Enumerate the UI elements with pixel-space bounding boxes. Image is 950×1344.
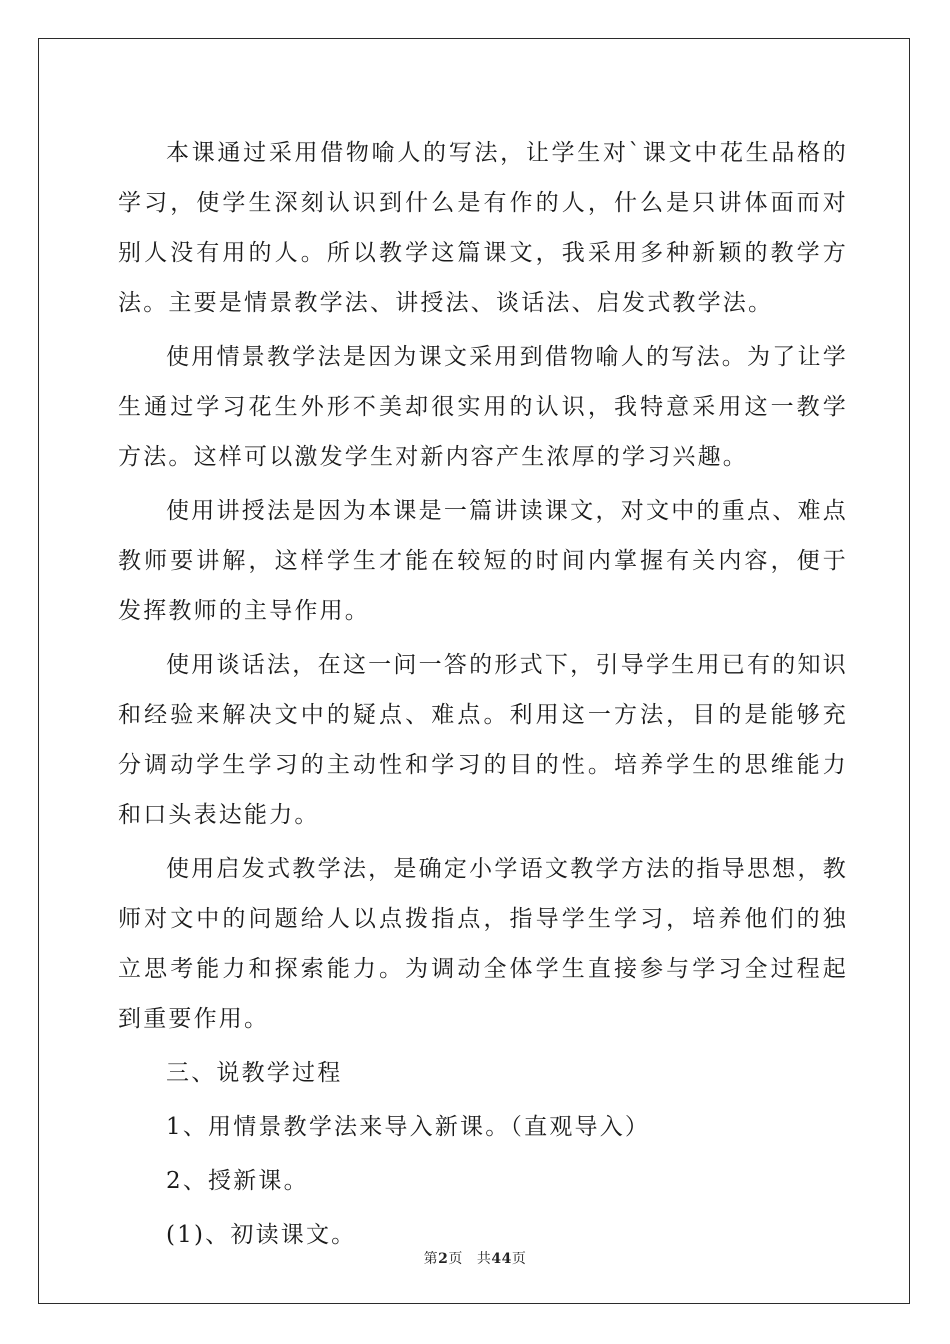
total-suffix: 页	[511, 1251, 527, 1267]
document-body	[118, 128, 848, 1264]
list-item: 2、授新课。	[166, 1168, 309, 1194]
paragraph: 使用讲授法是因为本课是一篇讲读课文，对文中的重点、难点教师要讲解，这样学生才能在较短的时间内掌握有关内容，便于发挥教师的主导作用。	[118, 498, 848, 624]
total-pages: 44	[491, 1251, 512, 1267]
page-prefix: 第	[423, 1251, 439, 1267]
list-item: (1)、初读课文。	[166, 1222, 357, 1248]
section-heading: 三、说教学过程	[166, 1060, 343, 1086]
total-prefix: 共	[476, 1251, 492, 1267]
page-number: 2	[438, 1251, 449, 1267]
paragraph: 本课通过采用借物喻人的写法，让学生对`课文中花生品格的学习，使学生深刻认识到什么是有作的人，什么是只讲体面而对别人没有用的人。所以教学这篇课文，我采用多种新颖的教学方法。主要是情景教学法、讲授法、谈话法、启发式教学法。	[118, 140, 848, 316]
list-item: 1、用情景教学法来导入新课。（直观导入）	[166, 1114, 651, 1140]
paragraph: 使用情景教学法是因为课文采用到借物喻人的写法。为了让学生通过学习花生外形不美却很实用的认识，我特意采用这一教学方法。这样可以激发学生对新内容产生浓厚的学习兴趣。	[118, 344, 848, 470]
page-suffix: 页	[448, 1251, 463, 1267]
paragraph: 使用谈话法，在这一问一答的形式下，引导学生用已有的知识和经验来解决文中的疑点、难点。利用这一方法，目的是能够充分调动学生学习的主动性和学习的目的性。培养学生的思维能力和口头表达能力。	[118, 652, 848, 828]
paragraph: 使用启发式教学法，是确定小学语文教学方法的指导思想，教师对文中的问题给人以点拨指点，指导学生学习，培养他们的独立思考能力和探索能力。为调动全体学生直接参与学习全过程起到重要作用。	[118, 856, 848, 1032]
page-footer	[0, 1248, 950, 1268]
